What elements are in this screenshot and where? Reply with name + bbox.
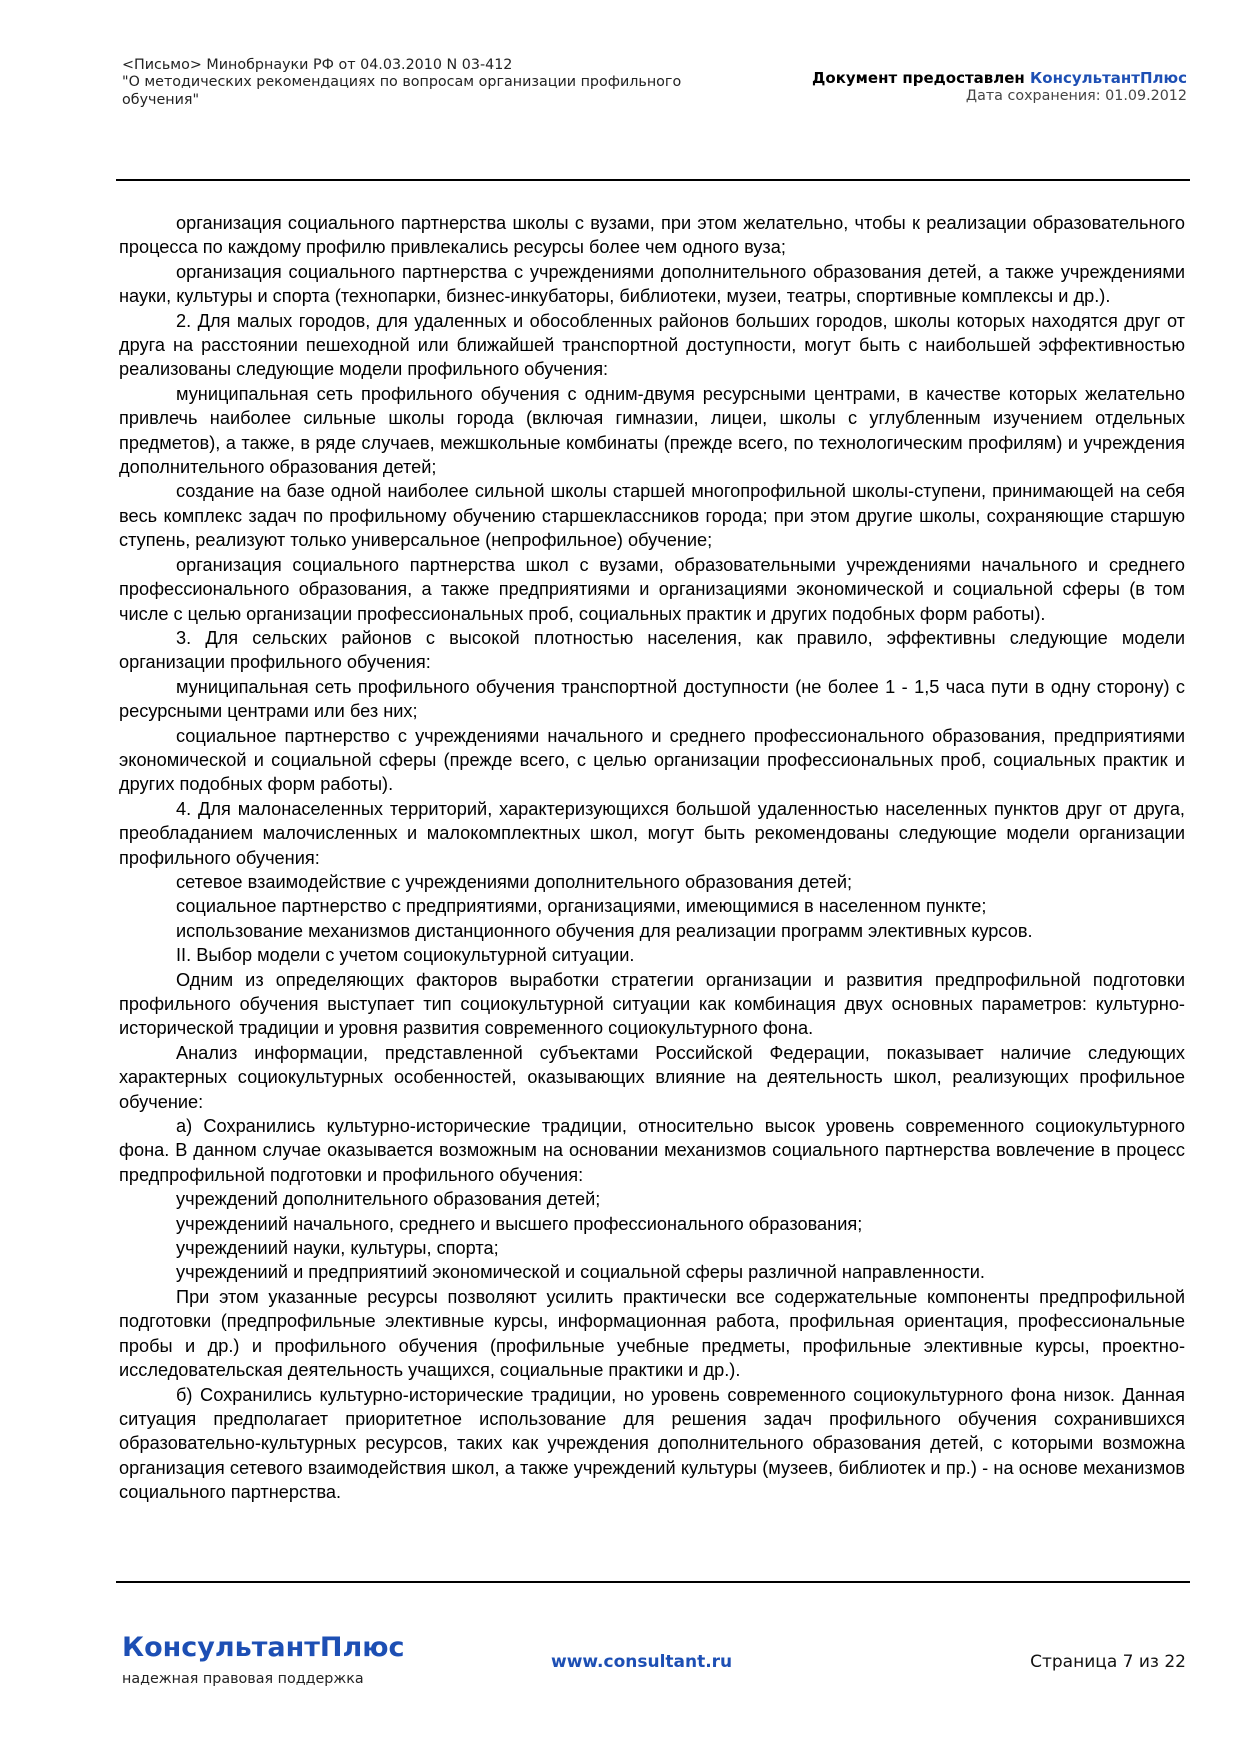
provider-info [812, 69, 1187, 105]
paragraph: муниципальная сеть профильного обучения транспортной доступности (не более 1 - 1,5 часа пути в одну сторону) с ресурсными центрами или без них; [119, 676, 1185, 722]
paragraph: учреждений дополнительного образования детей; [176, 1189, 601, 1210]
paragraph: организация социального партнерства с учреждениями дополнительного образования детей, а также учреждениями науки, культуры и спорта (технопарки, бизнес-инкубаторы, библиотеки, музеи, театры, спортивные комплексы и др.). [119, 261, 1185, 307]
paragraph: муниципальная сеть профильного обучения с одним-двумя ресурсными центрами, в качестве которых желательно привлечь наиболее сильные школы города (включая гимназии, лицеи, школы с углубленным изучением отдельных предметов), а также, в ряде случаев, межшкольные комбинаты (прежде всего, по технологическим профилям) и учреждения дополнительного образования детей; [119, 383, 1185, 478]
paragraph: 2. Для малых городов, для удаленных и обособленных районов больших городов, школы которых находятся друг от друга на расстоянии пешеходной или ближайшей транспортной доступности, могут быть с наибольшей эффективностью реализованы следующие модели профильного обучения: [119, 310, 1185, 380]
paragraph: социальное партнерство с учреждениями начального и среднего профессионального образования, предприятиями экономической и социальной сферы (прежде всего, с целью организации профессиональных проб, социальных практик и других подобных форм работы). [119, 725, 1185, 795]
provided-by-line [812, 69, 1187, 87]
paragraph: использование механизмов дистанционного обучения для реализации программ элективных курсов. [176, 920, 1033, 941]
paragraph: Анализ информации, представленной субъектами Российской Федерации, показывает наличие следующих характерных социокультурных особенностей, оказывающих влияние на деятельность школ, реализующих профильное обучение: [119, 1042, 1185, 1112]
paragraph: организация социального партнерства школ с вузами, образовательными учреждениями начального и среднего профессионального образования, а также предприятиями и организациями экономической и социальной сферы (в том числе с целью организации профессиональных проб, социальных практик и других подобных форм работы). [119, 554, 1185, 624]
paragraph: а) Сохранились культурно-исторические традиции, относительно высок уровень современного социокультурного фона. В данном случае оказывается возможным на основании механизмов социального партнерства вовлечение в процесс предпрофильной подготовки и профильного обучения: [119, 1116, 1185, 1185]
paragraph: создание на базе одной наиболее сильной школы старшей многопрофильной школы-ступени, принимающей на себя весь комплекс задач по профильному обучению старшеклассников города; при этом другие школы, сохраняющие старшую ступень, реализуют только универсальное (непрофильное) обучение; [119, 481, 1185, 551]
paragraph: II. Выбор модели с учетом социокультурной ситуации. [176, 945, 635, 966]
paragraph: сетевое взаимодействие с учреждениями дополнительного образования детей; [176, 871, 853, 892]
provider-brand: КонсультантПлюс [1030, 69, 1187, 87]
document-title [122, 57, 732, 109]
document-title-line: "О методических рекомендациях по вопросам организации профильного [122, 74, 682, 91]
paragraph: учреждениий и предприятиий экономической и социальной сферы различной направленности. [176, 1262, 985, 1283]
footer-divider [116, 1581, 1190, 1583]
footer-brand-logo: КонсультантПлюс [122, 1632, 405, 1663]
save-date: Дата сохранения: 01.09.2012 [965, 88, 1187, 104]
document-title-line: обучения" [122, 91, 200, 108]
paragraph: организация социального партнерства школы с вузами, при этом желательно, чтобы к реализации образовательного процесса по каждому профилю привлекались ресурсы более чем одного вуза; [119, 213, 1185, 258]
provided-by-text: Документ предоставлен [812, 69, 1031, 87]
website-link[interactable]: www.consultant.ru [551, 1652, 733, 1672]
paragraph: 4. Для малонаселенных территорий, характеризующихся большой удаленностью населенных пунктов друг от друга, преобладанием малочисленных и малокомплектных школ, могут быть рекомендованы следующие модели организации профильного обучения: [119, 798, 1185, 868]
page-number: Страница 7 из 22 [1030, 1652, 1186, 1672]
paragraph: 3. Для сельских районов с высокой плотностью населения, как правило, эффективны следующие модели организации профильного обучения: [119, 627, 1185, 673]
document-body [119, 211, 1185, 1505]
paragraph: Одним из определяющих факторов выработки стратегии организации и развития предпрофильной подготовки профильного обучения выступает тип социокультурной ситуации как комбинация двух основных параметров: культурно-исторической традиции и уровня развития современного социокультурного фона. [119, 969, 1185, 1039]
footer-tagline: надежная правовая поддержка [122, 1671, 364, 1687]
paragraph: социальное партнерство с предприятиями, организациями, имеющимися в населенном пункте; [176, 896, 987, 917]
paragraph: б) Сохранились культурно-исторические традиции, но уровень современного социокультурного фона низок. Данная ситуация предполагает приоритетное использование для решения задач профильного обучения сохранившихся образовательно-культурных ресурсов, таких как учреждения дополнительного образования детей, с которыми возможна организация сетевого взаимодействия школ, а также учреждений культуры (музеев, библиотек и пр.) - на основе механизмов социального партнерства. [119, 1384, 1185, 1503]
header-divider [116, 179, 1190, 181]
paragraph: учреждениий начального, среднего и высшего профессионального образования; [176, 1213, 863, 1234]
paragraph: учреждениий науки, культуры, спорта; [176, 1238, 499, 1259]
paragraph: При этом указанные ресурсы позволяют усилить практически все содержательные компоненты предпрофильной подготовки (предпрофильные элективные курсы, информационная работа, профильная ориентация, профессиональные пробы и др.) и профильного обучения (профильные учебные предметы, профильные элективные курсы, проектно-исследовательская деятельность учащихся, социальные практики и др.). [119, 1286, 1185, 1381]
document-title-line: <Письмо> Минобрнауки РФ от 04.03.2010 N 03-412 [122, 57, 513, 73]
